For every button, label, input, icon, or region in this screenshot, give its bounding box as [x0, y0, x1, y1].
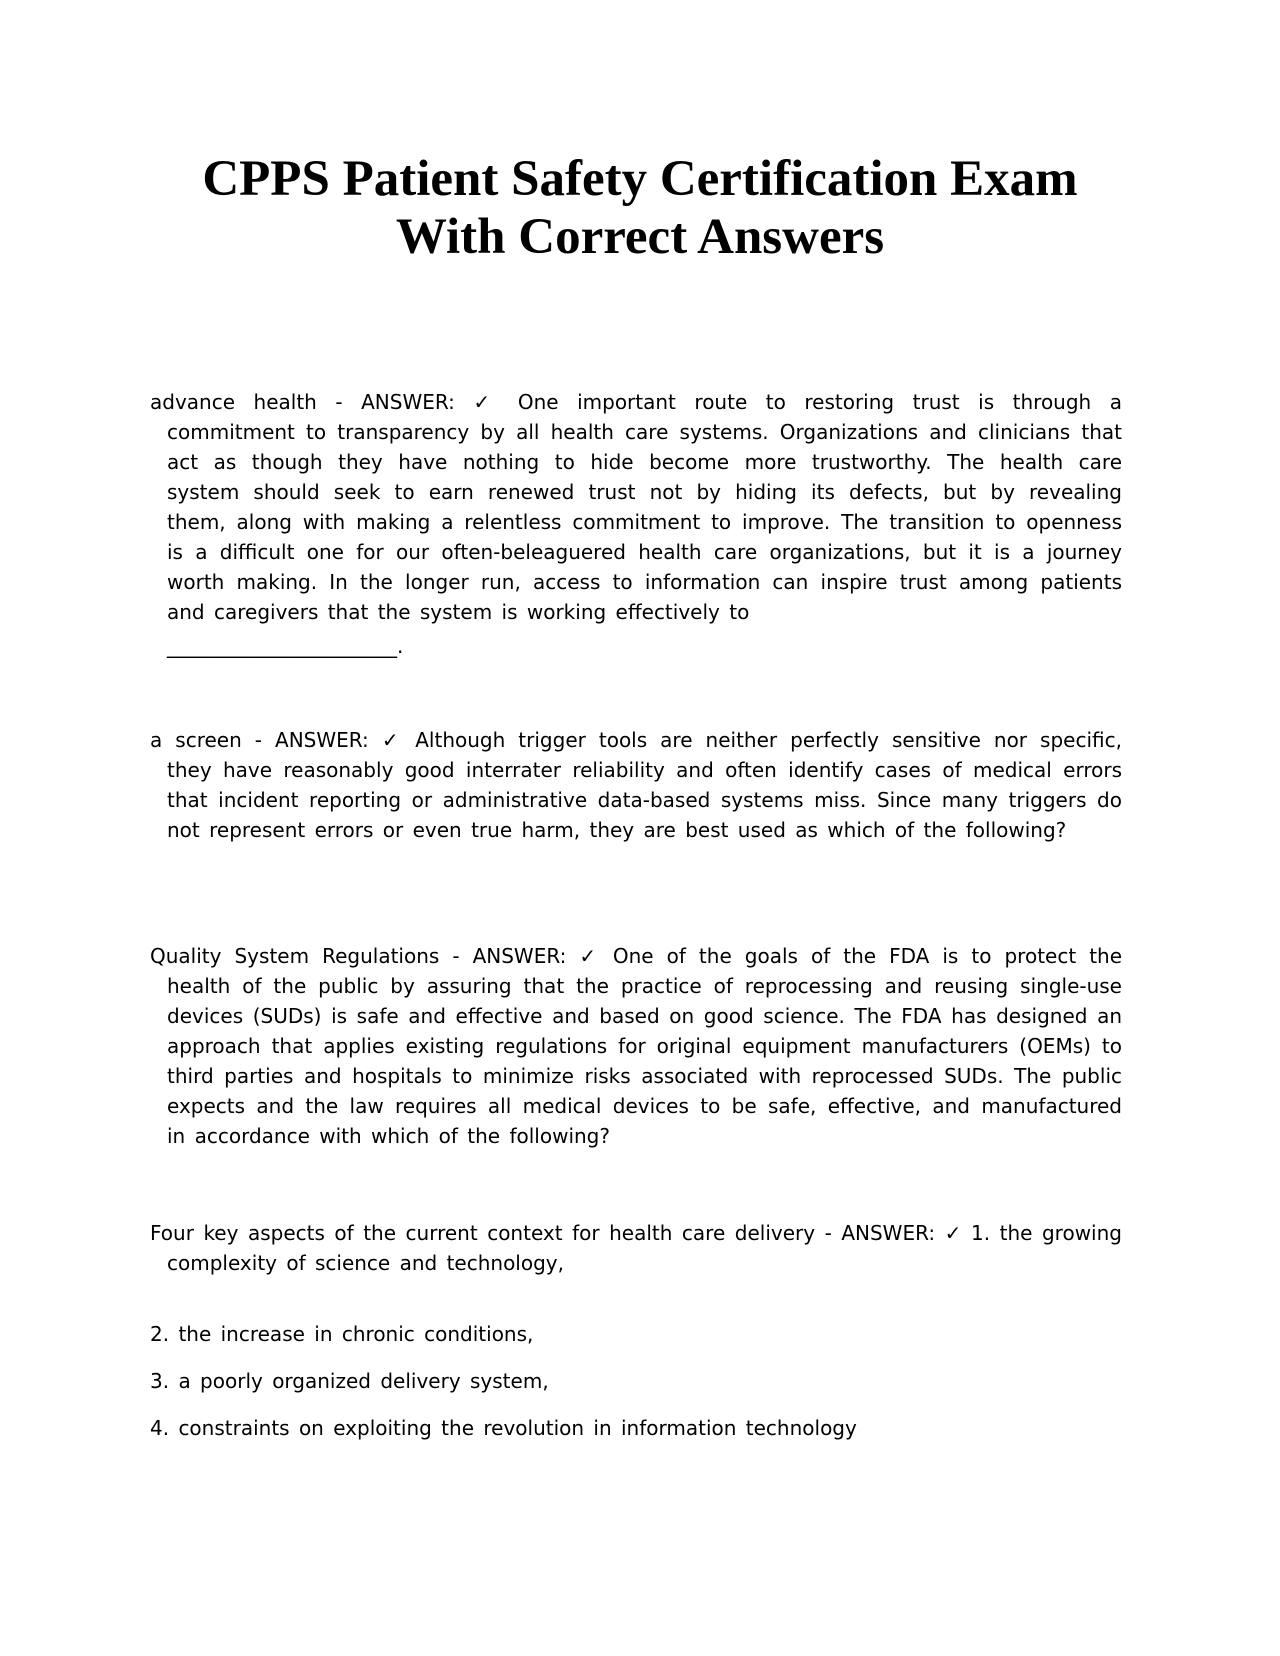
title-line-1: CPPS Patient Safety Certification Exam: [202, 151, 1078, 207]
list-item: 4. constraints on exploiting the revolution in information technology: [150, 1416, 857, 1440]
qa-term: Four key aspects of the current context for health care delivery: [150, 1221, 816, 1245]
list-item: 2. the increase in chronic conditions,: [150, 1322, 534, 1346]
qa-entry-body: [150, 941, 1122, 1151]
qa-answer-text: One important route to restoring trust is through a commitment to transparency by all health care systems. Organizations and clinicians that act as though they have nothing to hide become more trustworthy. The health care system should seek to earn renewed trust not by hiding its defects, but by revealing them, along with making a relentless commitment to improve. The transition to openness is a difficult one for our often-beleaguered health care organizations, but it is a journey worth making. In the longer run, access to information can inspire trust among patients and caregivers that the system is working effectively to: [167, 390, 1122, 624]
checkmark-icon: ✓: [473, 390, 500, 414]
answer-blank: _______________________.: [167, 634, 404, 658]
list-item: 3. a poorly organized delivery system,: [150, 1369, 549, 1393]
qa-entry-body: [150, 387, 1122, 627]
qa-answer-text: One of the goals of the FDA is to protect the health of the public by assuring that the practice of reprocessing and reusing single-use devices (SUDs) is safe and effective and based on good science. The FDA has designed an approach that applies existing regulations for original equipment manufacturers (OEMs) to third parties and hospitals to minimize risks associated with reprocessed SUDs. The public expects and the law requires all medical devices to be safe, effective, and manufactured in accordance with which of the following?: [167, 944, 1123, 1148]
qa-answer-text: 1. the growing complexity of science and technology,: [167, 1221, 1122, 1275]
answer-separator: - ANSWER:: [316, 390, 474, 414]
qa-term: advance health: [150, 390, 317, 414]
qa-entry-body: [150, 1218, 1122, 1278]
qa-entry-3: [150, 941, 1122, 1151]
qa-entry-2: [150, 725, 1122, 845]
answer-separator: - ANSWER:: [439, 944, 580, 968]
qa-term: Quality System Regulations: [150, 944, 440, 968]
qa-entry-body: [150, 725, 1122, 845]
checkmark-icon: ✓: [381, 728, 403, 752]
qa-entry-4: [150, 1218, 1122, 1278]
qa-answer-text: Although trigger tools are neither perfectly sensitive nor specific, they have reasonably good interrater reliability and often identify cases of medical errors that incident reporting or administrative data-based systems miss. Since many triggers do not represent errors or even true harm, they are best used as which of the following?: [167, 728, 1122, 842]
qa-term: a screen: [150, 728, 242, 752]
answer-separator: - ANSWER:: [241, 728, 382, 752]
checkmark-icon: ✓: [579, 944, 600, 968]
title-line-2: With Correct Answers: [395, 209, 885, 265]
qa-entry-1: [150, 387, 1122, 661]
document-title: [150, 150, 1130, 266]
checkmark-icon: ✓: [944, 1221, 962, 1245]
answer-separator: - ANSWER:: [815, 1221, 945, 1245]
